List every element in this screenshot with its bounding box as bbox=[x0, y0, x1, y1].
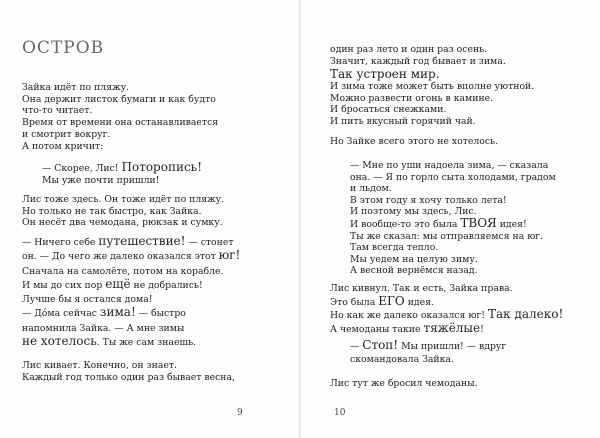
right-paragraph-5 bbox=[350, 340, 506, 366]
emphasis-word: ТВОЯ bbox=[460, 215, 497, 230]
left-paragraph-2 bbox=[42, 162, 202, 186]
text-line bbox=[22, 307, 240, 321]
text-run: не добрались! bbox=[130, 279, 203, 291]
text-line: Ты же сказал: мы отправляемся на юг. bbox=[350, 230, 544, 242]
text-run: Мы пришли! — вдруг bbox=[398, 341, 507, 352]
text-run: — Скорее, Лис! bbox=[42, 163, 122, 174]
emphasis-word: ЕГО bbox=[378, 293, 405, 308]
text-run: — быстро bbox=[135, 308, 186, 320]
text-run: А чемоданы такие bbox=[330, 323, 424, 335]
text-run: идея! bbox=[496, 218, 527, 230]
text-line: И пить вкусный горячий чай. bbox=[330, 115, 476, 127]
text-line: и льдом. bbox=[350, 183, 392, 195]
emphasis-word: Стоп! bbox=[362, 338, 399, 352]
text-run: — стонет bbox=[185, 237, 234, 248]
page-number: 9 bbox=[237, 408, 243, 418]
text-run: И мы до сих пор bbox=[22, 279, 106, 291]
text-run: — Дóма сейчас bbox=[22, 308, 100, 320]
page-number: 10 bbox=[334, 408, 346, 418]
text-line: Можно развести огонь в камине. bbox=[330, 92, 494, 104]
text-run: идея. bbox=[404, 296, 434, 308]
text-line bbox=[350, 340, 506, 353]
right-paragraph-4 bbox=[330, 282, 563, 336]
chapter-title: ОСТРОВ bbox=[22, 38, 105, 58]
text-line: Зайка идёт по пляжу. bbox=[22, 82, 130, 93]
text-line: Сначала на самолёте, потом на корабле. bbox=[22, 265, 224, 277]
emphasis-word: Поторопись! bbox=[121, 160, 203, 174]
text-line: И бросаться снежками. bbox=[330, 104, 447, 115]
text-line: Там всегда тепло. bbox=[350, 242, 439, 254]
text-line: Лучше бы я остался дома! bbox=[22, 294, 153, 306]
left-paragraph-5 bbox=[22, 360, 235, 383]
left-paragraph-1 bbox=[22, 82, 218, 152]
emphasis-word: Так далеко! bbox=[487, 307, 564, 321]
right-paragraph-1 bbox=[330, 44, 534, 127]
text-line: что-то читает. bbox=[22, 105, 93, 117]
text-line: Лис тут же бросил чемоданы. bbox=[330, 378, 478, 389]
left-page bbox=[0, 0, 299, 438]
left-paragraph-3 bbox=[22, 194, 224, 229]
text-line: она. — Я по горло сыта холодами, градом bbox=[350, 171, 556, 183]
right-page bbox=[301, 0, 600, 438]
text-line: Время от времени она останавливается bbox=[22, 117, 219, 129]
text-run: — Ничего себе bbox=[22, 237, 99, 248]
text-line: Мы уедем на целую зиму. bbox=[350, 253, 478, 265]
text-run: . Ты же сам знаешь. bbox=[96, 337, 197, 349]
text-line: и смотрит вокруг. bbox=[22, 128, 111, 140]
text-run: — bbox=[350, 341, 363, 352]
text-line: И поэтому мы здесь, Лис. bbox=[350, 206, 477, 218]
text-line: — Мне по уши надоела зима, — сказала bbox=[350, 160, 549, 171]
text-line bbox=[350, 215, 556, 231]
right-paragraph-2 bbox=[330, 136, 498, 148]
text-line: Каждый год только один раз бывает весна, bbox=[22, 371, 235, 383]
text-run: Но как же далеко оказался юг! bbox=[330, 310, 488, 321]
text-line: Но только не так быстро, как Зайка. bbox=[22, 205, 202, 217]
emphasis-line: Так устроен мир. bbox=[330, 67, 440, 81]
right-paragraph-6 bbox=[330, 378, 478, 390]
text-line bbox=[22, 250, 240, 264]
text-line bbox=[22, 236, 240, 250]
text-line: один раз лето и один раз осень. bbox=[330, 44, 488, 55]
emphasis-word: ещё bbox=[105, 276, 131, 291]
emphasis-word: юг! bbox=[218, 248, 241, 263]
text-run: И вообще-то это была bbox=[350, 218, 461, 230]
text-line: Она держит листок бумаги и как будто bbox=[22, 93, 216, 105]
text-line: Лис кивает. Конечно, он знает. bbox=[22, 360, 177, 371]
text-run: Это была bbox=[330, 296, 379, 308]
text-line bbox=[22, 276, 240, 293]
text-line: Он несёт два чемодана, рюкзак и сумку. bbox=[22, 217, 223, 229]
text-line: Значит, каждый год бывает и зима. bbox=[330, 55, 506, 67]
text-line bbox=[22, 336, 240, 350]
text-line bbox=[330, 320, 563, 337]
text-line: А потом кричит: bbox=[22, 140, 104, 152]
text-line: А весной вернёмся назад. bbox=[350, 265, 478, 277]
text-line: скомандовала Зайка. bbox=[350, 354, 454, 365]
text-line: И зима тоже может быть вполне уютной. bbox=[330, 81, 535, 92]
emphasis-word: тяжёлые bbox=[423, 320, 481, 335]
text-line: Лис тоже здесь. Он тоже идёт по пляжу. bbox=[22, 194, 225, 205]
emphasis-word: не хотелось bbox=[22, 334, 97, 349]
text-line: напомнила Зайка. — А мне зимы bbox=[22, 322, 185, 334]
emphasis-word: путешествие! bbox=[98, 234, 186, 248]
emphasis-word: зима! bbox=[99, 305, 136, 320]
text-line: В этом году я хочу только лета! bbox=[350, 194, 507, 206]
text-line: Мы уже почти пришли! bbox=[42, 174, 160, 186]
text-line bbox=[42, 162, 202, 175]
text-line: Лис кивнул. Так и есть, Зайка права. bbox=[330, 283, 513, 294]
text-run: ! bbox=[480, 323, 484, 335]
text-line: Но Зайке всего этого не хотелось. bbox=[330, 136, 499, 147]
right-paragraph-3 bbox=[350, 160, 556, 277]
text-run: он. — До чего же далеко оказался этот bbox=[22, 251, 219, 263]
left-paragraph-4 bbox=[22, 236, 240, 350]
